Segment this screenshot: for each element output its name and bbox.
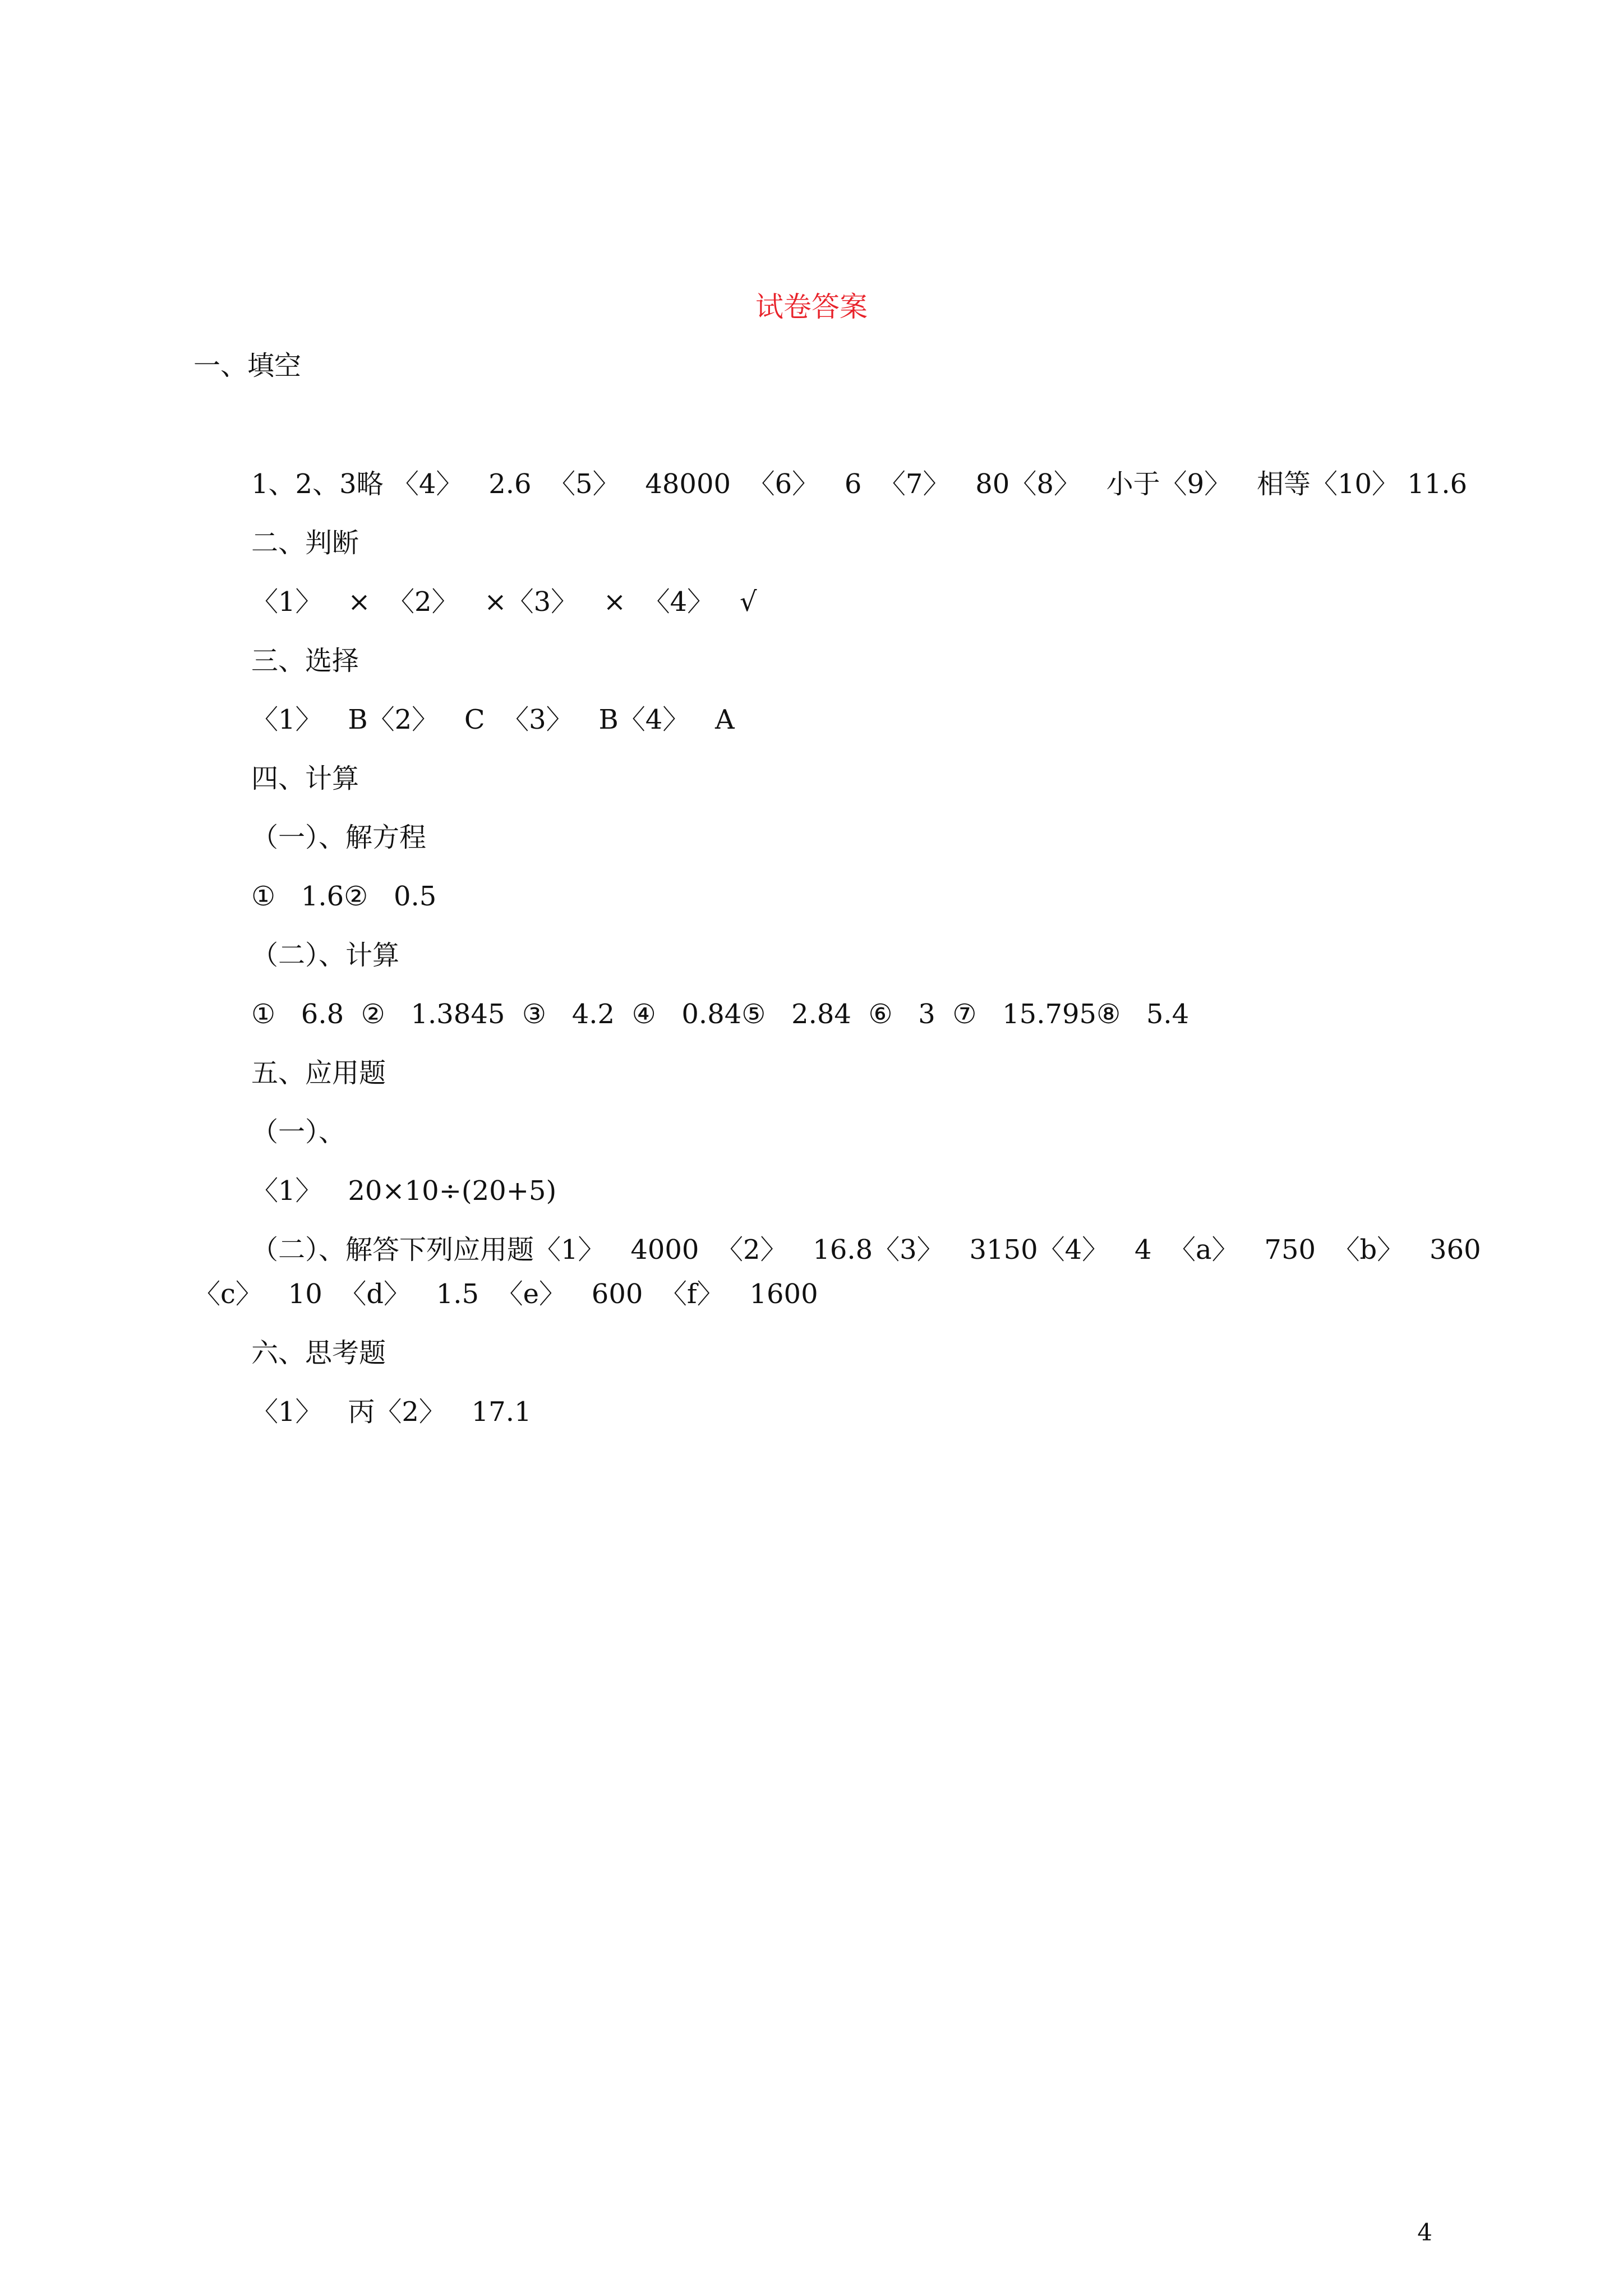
- section-heading-word-problems: 五、应用题: [251, 1057, 386, 1089]
- page-number: 4: [1417, 2219, 1432, 2246]
- answer-line-thinking: 〈1〉 丙〈2〉 17.1: [251, 1396, 532, 1428]
- section-heading-choice: 三、选择: [251, 645, 359, 677]
- answer-line-equation: ① 1.6② 0.5: [251, 881, 437, 912]
- subheading-solve-equation: （一）、解方程: [251, 822, 427, 853]
- document-title: 试卷答案: [755, 291, 868, 323]
- answer-line-word-problems-1: 〈1〉 20×10÷(20+5): [251, 1175, 557, 1207]
- answer-line-choice: 〈1〉 B〈2〉 C 〈3〉 B〈4〉 A: [251, 704, 735, 735]
- section-heading-fill-blank: 一、填空: [193, 350, 302, 381]
- answer-line-judge: 〈1〉 × 〈2〉 ×〈3〉 × 〈4〉 √: [251, 586, 757, 618]
- section-heading-calculation: 四、计算: [251, 763, 359, 794]
- subheading-compute: （二）、计算: [251, 940, 400, 971]
- answer-line-word-problems-2-cont: 〈c〉 10 〈d〉 1.5 〈e〉 600 〈f〉 1600: [193, 1278, 818, 1310]
- answer-line-compute: ① 6.8 ② 1.3845 ③ 4.2 ④ 0.84⑤ 2.84 ⑥ 3 ⑦ 15.795⑧ 5.4: [251, 999, 1189, 1030]
- section-heading-thinking: 六、思考题: [251, 1337, 386, 1369]
- subheading-word-problems-1: （一）、: [251, 1116, 346, 1148]
- answer-line-fill-blank: 1、2、3略 〈4〉 2.6 〈5〉 48000 〈6〉 6 〈7〉 80〈8〉 小于〈9〉 相等〈10〉 11.6: [251, 468, 1468, 500]
- section-heading-judge: 二、判断: [251, 527, 359, 559]
- answer-line-word-problems-2: （二）、解答下列应用题〈1〉 4000 〈2〉 16.8〈3〉 3150〈4〉 4 〈a〉 750 〈b〉 360: [251, 1234, 1481, 1266]
